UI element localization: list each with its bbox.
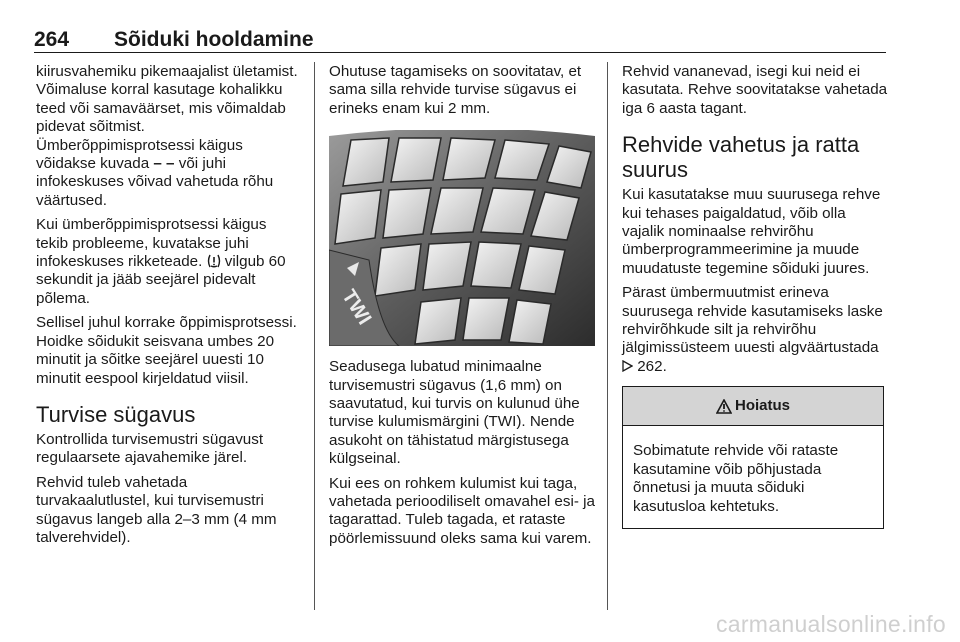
paragraph: Rehvid tuleb vahetada turvakaalutlustel, kui turvisemustri sügavus langeb alla 2–3 mm (4 mm talverehvidel). (36, 473, 277, 546)
warning-header (623, 387, 883, 426)
warning-text: Sobimatute rehvide või rataste kasutamine võib põhjustada õnnetusi ja muuta sõiduki kasutusloa kehtetuks. (633, 442, 839, 515)
column-right (622, 63, 888, 529)
twi-marking: TWI (337, 286, 376, 329)
warning-triangle-icon (716, 399, 732, 414)
paragraph: kiirusvahemiku pikemaajalist ületamist. Võimaluse korral kasutage kohalikku teed või samaväärset, mis võimaldab pidevat sõitmist. Ümberõppimisprotsessi käigus võidakse kuvada – – või juhi infokeskuses võivad vahetuda rõhu väärtused. (36, 63, 298, 209)
column-left (36, 63, 302, 553)
paragraph: Sellisel juhul korrake õppimisprotsessi. Hoidke sõidukit seisvana umbes 20 minutit ja sõitke seejärel uuesti 10 minutit eespool kirjeldatud viisil. (36, 314, 297, 387)
page-reference-arrow-icon (622, 360, 633, 372)
paragraph: Seadusega lubatud minimaalne turvisemustri sügavus (1,6 mm) on saavutatud, kui turvis on kulunud ühe turvise kulumismärgini (TWI). Nende asukoht on tähistatud märgistusega külgseinal. (329, 358, 580, 468)
section-heading: Rehvide vahetus ja ratta suurus (622, 132, 860, 183)
paragraph: Kui ümberõppimisprotsessi käigus tekib probleeme, kuvatakse juhi infokeskuses rikketeade. vilgub 60 sekundit ja jääb seejärel pidevalt põlema. (36, 216, 286, 307)
tire-pressure-warning-icon (207, 254, 221, 268)
paragraph: Rehvid vananevad, isegi kui neid ei kasutata. Rehve soovitatakse vahetada iga 6 aasta tagant. (622, 63, 888, 117)
column-middle (329, 63, 595, 554)
column-divider (607, 62, 608, 610)
warning-title: Hoiatus (734, 397, 790, 415)
tire-tread-illustration (329, 130, 595, 346)
paragraph: Ohutuse tagamiseks on soovitatav, et sama silla rehvide turvise sügavus ei erineks enam kui 2 mm. (329, 63, 582, 117)
page-number: 264 (34, 28, 70, 51)
paragraph: Kui kasutatakse muu suurusega rehve kui tehases paigaldatud, võib olla vajalik nominaalse rehvirõhu ümberprogrammeerimine ja muude muudatuste tegemine sõiduki juures. (622, 186, 881, 277)
warning-box (622, 386, 884, 529)
page-header (34, 26, 886, 53)
column-divider (314, 62, 315, 610)
watermark: carmanualsonline.info (715, 611, 946, 637)
pressure-dashes-glyph: – – (153, 155, 175, 173)
paragraph: Kui ees on rohkem kulumist kui taga, vahetada perioodiliselt omavahel esi- ja tagarattad. Tuleb tagada, et rataste pöörlemissuund oleks sama kui varem. (329, 474, 595, 547)
section-title: Sõiduki hooldamine (114, 28, 314, 51)
paragraph: Pärast ümbermuutmist erineva suurusega rehvide kasutamiseks laske rehvirõhkude silt ja rehvirõhu jälgimissüsteem uuesti algväärtustada 262. (622, 284, 883, 375)
section-heading: Turvise sügavus (36, 401, 196, 427)
paragraph: Kontrollida turvisemustri sügavust regulaarsete ajavahemike järel. (36, 430, 264, 467)
page-reference[interactable]: 262. (637, 357, 667, 375)
